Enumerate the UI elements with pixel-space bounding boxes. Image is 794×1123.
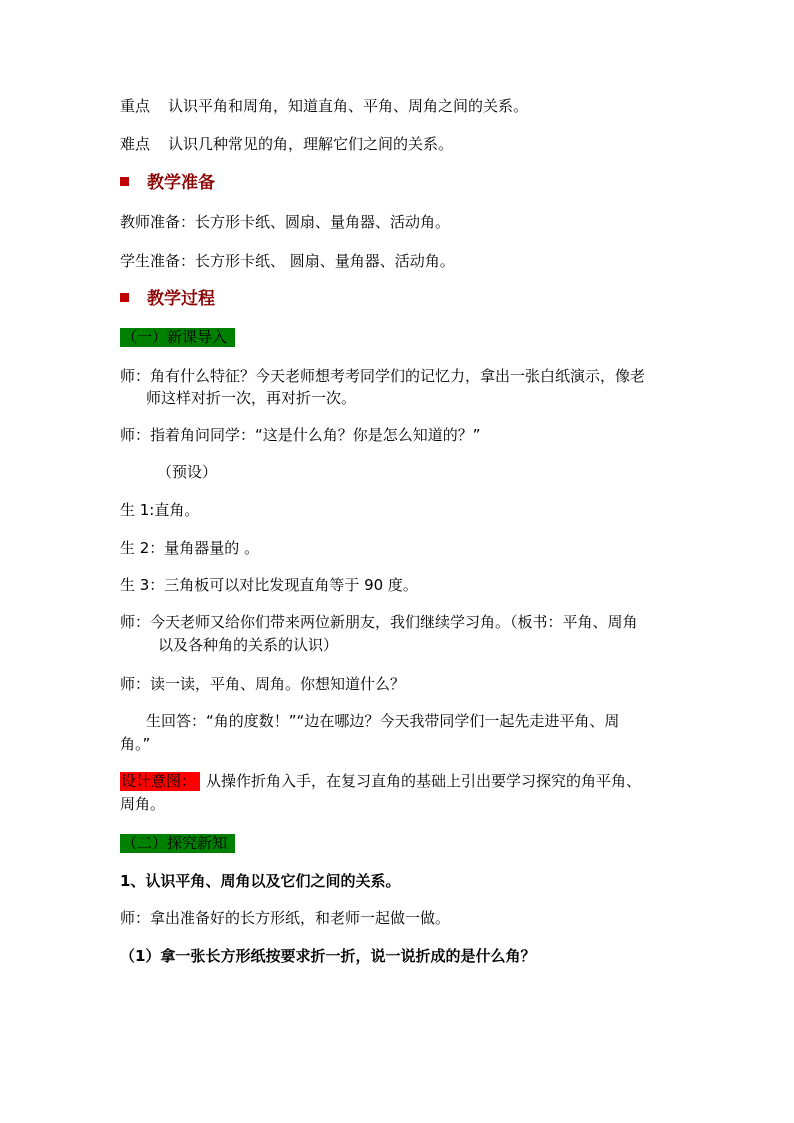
s1: 生 1:直角。	[120, 501, 200, 519]
square-bullet-icon	[120, 293, 129, 302]
heading2: （1）拿一张长方形纸按要求折一折，说一说折成的是什么角？	[120, 947, 536, 965]
design-line2: 周角。	[120, 795, 166, 813]
prep-heading: 教学准备	[120, 173, 215, 193]
s2: 生 2：量角器量的 。	[120, 539, 260, 557]
difficult-point-label: 难点	[120, 135, 151, 153]
difficult-point-text: 认识几种常见的角，理解它们之间的关系。	[168, 135, 454, 153]
p4-line1: 师：今天老师又给你们带来两位新朋友，我们继续学习角。（板书：平角、周角	[120, 613, 638, 631]
part2-tag: （二）探究新知	[120, 834, 235, 853]
student-prep: 学生准备：长方形卡纸、 圆扇、量角器、活动角。	[120, 252, 455, 270]
key-point-line	[120, 96, 528, 116]
design-line1	[120, 771, 641, 791]
difficult-point-line	[120, 134, 453, 154]
p1-line2: 师这样对折一次，再对折一次。	[146, 389, 357, 407]
key-point-label: 重点	[120, 97, 151, 115]
teacher-prep: 教师准备：长方形卡纸、圆扇、量角器、活动角。	[120, 213, 451, 231]
p5: 师：读一读，平角、周角。你想知道什么？	[120, 675, 406, 693]
s3: 生 3：三角板可以对比发现直角等于 90 度。	[120, 576, 418, 594]
p6-line1: 生回答：“角的度数！”“边在哪边？今天我带同学们一起先走进平角、周	[146, 712, 620, 730]
design-text: 从操作折角入手，在复习直角的基础上引出要学习探究的角平角、	[206, 772, 642, 790]
p4-line2: 以及各种角的关系的认识）	[158, 636, 339, 654]
p1-line1: 师：角有什么特征？今天老师想考考同学们的记忆力，拿出一张白纸演示，像老	[120, 367, 646, 385]
square-bullet-icon	[120, 177, 129, 186]
part1-tag-line	[120, 327, 235, 347]
p3: （预设）	[157, 463, 218, 481]
part1-tag: （一）新课导入	[120, 328, 235, 347]
p2: 师：指着角问同学：“这是什么角？你是怎么知道的？”	[120, 426, 481, 444]
p7: 师：拿出准备好的长方形纸，和老师一起做一做。	[120, 909, 451, 927]
design-tag: 设计意图：	[120, 772, 200, 791]
p6-line2: 角。”	[120, 735, 151, 753]
process-heading: 教学过程	[120, 289, 215, 309]
heading1: 1、认识平角、周角以及它们之间的关系。	[120, 872, 401, 890]
key-point-text: 认识平角和周角，知道直角、平角、周角之间的关系。	[168, 97, 529, 115]
part2-tag-line	[120, 833, 235, 853]
